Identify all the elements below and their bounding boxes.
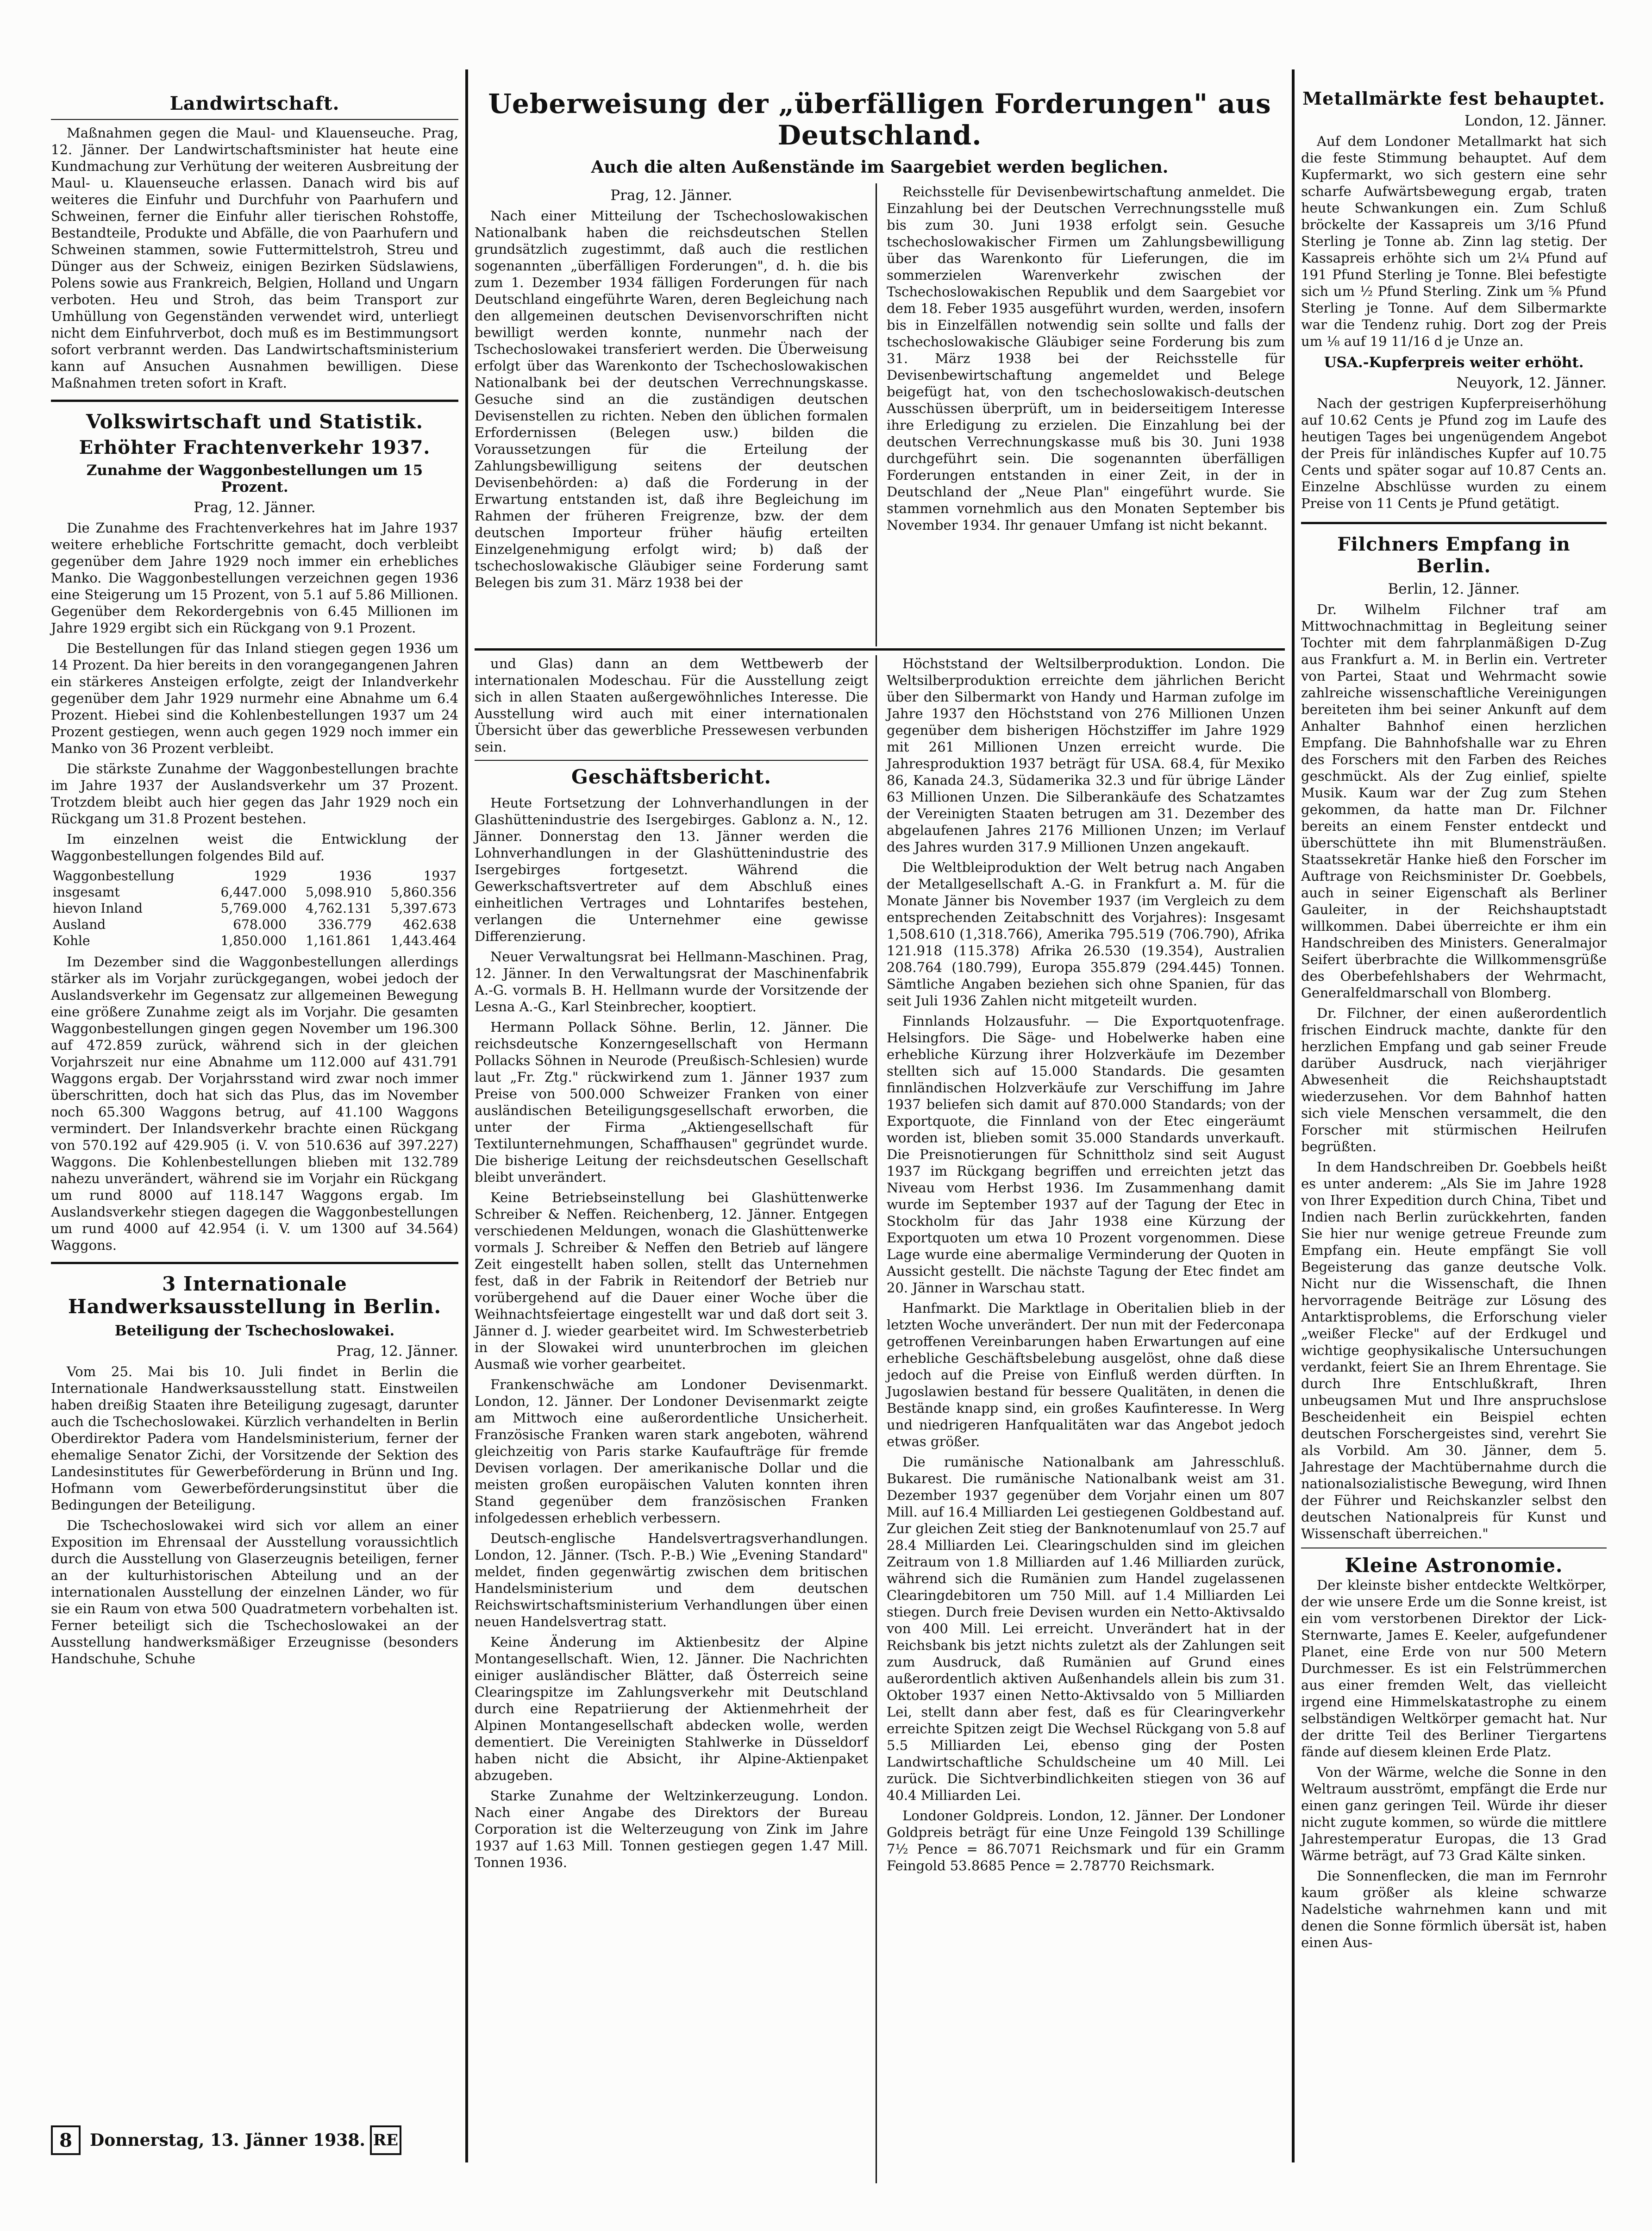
paragraph: Die Bestellungen für das Inland stiegen gegen 1936 um 14 Prozent. Da hier bereits in den vorangegangenen Jahren ein stärkeres Ansteigen erfolgte, zeigt der Inlandverkehr gegenüber dem Jahr 1929 nurmehr eine Abnahme um 6.4 Prozent. Hiebei sind die Kohlenbestellungen 1937 um 24 Prozent gestiegen, wenn auch gegen 1929 noch immer ein Manko von 36 Prozent verbleibt.	[51, 640, 458, 756]
newspaper-page	[51, 69, 1607, 2162]
paragraph: Reichsstelle für Devisenbewirtschaftung anmeldet. Die Einzahlung bei der Deutschen Verrechnungsstelle muß bis zum 30. Juni 1938 erfolgt sein. Gesuche tschechoslowakischer Firmen um Zahlungsbewilligung über das Warenkonto für Lieferungen, die im sommerzielen Warenverkehr zwischen der Tschechoslowakischen Republik und dem Saargebiet vor dem 18. Feber 1935 ausgeführt wurden, werden, insofern bis in Einzelfällen notwendig sein sollte und falls der tschechoslowakische Gläubiger seine Forderung bis zum 31. März 1938 bei der Reichsstelle für Devisenbewirtschaftung angemeldet und Belege beigefügt hat, von den tschechoslowakisch-deutschen Ausschüssen überprüft, um in beiderseitigem Interesse ihre Erledigung zu erzielen. Die Einzahlung bei der deutschen Verrechnungskasse muß bis 30. Juni 1938 durchgeführt sein. Die sogenannten überfälligen Forderungen entstanden in einer Zeit, in der in Deutschland der „Neue Plan" eingeführt wurde. Sie stammen vornehmlich aus den Monaten September bis November 1934. Ihr genauer Umfang ist nicht bekannt.	[887, 184, 1285, 533]
news-item: Keine Änderung im Aktienbesitz der Alpine Montangesellschaft. Wien, 12. Jänner. Die Nachrichten einiger ausländischer Blätter, daß Österreich seine Clearingspitze im Zahlungsverkehr mit Deutschland durch eine Repatriierung der Aktienmehrheit der Alpinen Montangesellschaft abdecken wolle, werden dementiert. Die Vereinigten Stahlwerke in Düsseldorf haben nicht die Absicht, ihr Alpine-Aktienpaket abzugeben.	[475, 1634, 868, 1783]
issue-date: Donnerstag, 13. Jänner 1938.	[90, 2131, 365, 2150]
divider	[475, 760, 868, 761]
table-cell: 6,447.000	[220, 884, 287, 900]
news-item: Keine Betriebseinstellung bei Glashüttenwerke Schreiber & Neffen. Reichenberg, 12. Jänner. Entgegen verschiedenen Meldungen, wonach die Glashüttenwerke vormals J. Schreiber & Neffen den Betrieb auf längere Zeit eingestellt haben sollen, stellt das Unternehmen fest, daß in der Fabrik in Reitendorf der Betrieb nur vorübergehend auf die Dauer einer Woche über die Weihnachtsfeiertage eingestellt war und daß dort seit 3. Jänner d. J. wieder gearbeitet wird. Im Schwesterbetrieb in der Slowakei wird ununterbrochen im gleichen Ausmaß wie vorher gearbeitet.	[475, 1190, 868, 1372]
page-footer	[51, 2125, 458, 2155]
paragraph: Die stärkste Zunahme der Waggonbestellungen brachte im Jahre 1937 der Auslandsverkehr um 37 Prozent. Trotzdem bleibt auch hier gegen das Jahr 1929 noch ein Rückgang um 31.8 Prozent bestehen.	[51, 761, 458, 827]
section-title-volkswirtschaft: Volkswirtschaft und Statistik.	[86, 410, 424, 433]
main-article-left	[475, 183, 868, 595]
news-item: Höchststand der Weltsilberproduktion. London. Die Weltsilberproduktion erreichte dem jährlichen Bericht über den Silbermarkt von Handy und Harman zufolge im Jahre 1937 den Höchststand von 276 Millionen Unzen gegenüber dem bisherigen Höchstziffer im Jahre 1929 mit 261 Millionen Unzen erreicht wurde. Die Jahresproduktion 1937 beträgt für USA. 68.4, für Mexiko 86, Kanada 24.3, Südamerika 32.3 und für übrige Länder 63 Millionen Unzen. Die Silberankäufe des Schatzamtes der Vereinigten Staaten betrugen am 31. Dezember des abgelaufenen Jahres 2176 Millionen Unzen; im Verlauf des Jahres wurden 317.9 Millionen Unzen angekauft.	[887, 656, 1285, 855]
masthead-logo: RE	[370, 2125, 401, 2155]
headline-metallmaerkte: Metallmärkte fest behauptet.	[1302, 88, 1605, 109]
table-row	[51, 900, 458, 916]
paragraph: Die Zunahme des Frachtenverkehres hat im Jahre 1937 weitere erhebliche Fortschritte gemacht, doch verbleibt gegenüber dem Jahre 1929 noch immer ein erhebliches Manko. Die Waggonbestellungen verzeichnen gegen 1936 eine Steigerung um 15 Prozent, von 5.1 auf 5.86 Millionen. Gegenüber dem Rekordergebnis von 6.45 Millionen im Jahre 1929 ergibt sich ein Rückgang von 9.1 Prozent.	[51, 520, 458, 636]
main-article-right	[887, 183, 1285, 537]
news-item: Londoner Goldpreis. London, 12. Jänner. Der Londoner Goldpreis beträgt für eine Unze Feingold 139 Schillinge 7½ Pence = 86.7071 Reichsmark und für ein Gramm Feingold 53.8685 Pence = 2.78770 Reichsmark.	[887, 1808, 1285, 1874]
lower-section	[475, 655, 1285, 2183]
paragraph: Vom 25. Mai bis 10. Juli findet in Berlin die Internationale Handwerksausstellung statt. Einstweilen haben dreißig Staaten ihre Beteiligung zugesagt, darunter auch die Tschechoslowakei. Kürzlich verhandelten in Berlin Oberdirektor Padera vom Handelsministerium, ferner der ehemalige Senator Zichi, der Vorsitzende der Sektion des Landesinstitutes für Gewerbeförderung in Brünn und Ing. Hofmann vom Gewerbeförderungsinstitut über die Bedingungen der Beteiligung.	[51, 1364, 458, 1513]
news-item: Deutsch-englische Handelsvertragsverhandlungen. London, 12. Jänner. (Tsch. P.-B.) Wie „Evening Standard" meldet, finden gegenwärtig zwischen dem britischen Handelsministerium und dem deutschen Reichswirtschaftsministerium Verhandlungen über einen neuen Handelsvertrag statt.	[475, 1530, 868, 1629]
table-cell: 5,098.910	[306, 884, 372, 900]
news-item: Hermann Pollack Söhne. Berlin, 12. Jänner. Die reichsdeutsche Konzerngesellschaft von Hermann Pollacks Söhnen in Neurode (Preußisch-Schlesien) wurde laut „Fr. Ztg." rückwirkend zum 1. Jänner 1937 zum Preise von 500.000 Schweizer Franken von einer ausländischen Beteiligungsgesellschaft erworben, die unter der Firma „Aktiengesellschaft für Textilunternehmungen, Schaffhausen" gegründet wurde. Die bisherige Leitung der reichsdeutschen Gesellschaft bleibt unverändert.	[475, 1019, 868, 1185]
table-header-cell: Waggonbestellung	[53, 868, 175, 884]
table-header-cell: 1929	[253, 868, 287, 884]
paragraph: Im einzelnen weist die Entwicklung der Waggonbestellungen folgendes Bild auf.	[51, 831, 458, 864]
paragraph: In dem Handschreiben Dr. Goebbels heißt es unter anderem: „Als Sie im Jahre 1928 von Ihrer Expedition durch China, Tibet und Indien nach Berlin zurückkehrten, fanden Sie hier nur wenige getreue Freunde zum Empfang ein. Heute empfängt Sie voll Begeisterung das ganze deutsche Volk. Nicht nur die Wissenschaft, die Ihnen hervorragende Beiträge zur Lösung des Antarktisproblems, die Erforschung vieler „weißer Flecke" auf der Erdkugel und wichtige geophysikalische Untersuchungen verdankt, feiert Sie an Ihrem Ehrentage. Sie durch Ihre Entschlußkraft, Ihren unbeugsamen Mut und Ihre anspruchslose Bescheidenheit ein Beispiel echten deutschen Forschergeistes sind, verehrt Sie als Vorbild. Am 30. Jänner, dem 5. Jahrestage der Machtübernahme durch die nationalsozialistische Bewegung, wird Ihnen der Führer und Reichskanzler selbst den deutschen Nationalpreis für Kunst und Wissenschaft überreichen."	[1301, 1159, 1607, 1542]
table-header-cell: 1936	[338, 868, 372, 884]
table-cell: insgesamt	[53, 884, 120, 900]
headline-astronomie: Kleine Astronomie.	[1345, 1554, 1563, 1577]
table-row	[51, 933, 458, 949]
column-3	[1301, 69, 1607, 1955]
table-cell: 1,443.464	[390, 933, 457, 948]
dateline: London, 12. Jänner.	[1464, 113, 1607, 129]
paragraph: und Glas) dann an dem Wettbewerb der internationalen Modeschau. Für die Ausstellung zeigt sich in allen Staaten außergewöhnliches Interesse. Die Ausstellung wird auch mit einer internationalen Übersicht über das gewerbliche Pressewesen verbunden sein.	[475, 656, 868, 755]
news-item: Die Weltbleiproduktion der Welt betrug nach Angaben der Metallgesellschaft A.-G. in Frankfurt a. M. für die Monate Jänner bis November 1937 (im Vergleich zu dem entsprechenden Zeitabschnitt des Vorjahres): Insgesamt 1,508.610 (1,318.766), Amerika 795.519 (706.790), Afrika 121.918 (115.378) Afrika 26.530 (19.354), Australien 208.764 (180.799), Europa 355.879 (294.445) Tonnen. Sämtliche Angaben beziehen sich ohne Spanien, für das seit Juli 1936 Zahlen nicht mitgeteilt wurden.	[887, 859, 1285, 1009]
lower-left	[475, 655, 868, 1874]
headline-filchner: Filchners Empfang in Berlin.	[1337, 533, 1571, 577]
divider	[51, 1262, 458, 1264]
dateline: Berlin, 12. Jänner.	[1388, 581, 1520, 597]
divider	[51, 400, 458, 402]
inner-rule	[876, 183, 877, 646]
table-header-cell: 1937	[423, 868, 457, 884]
paragraph: Nach der gestrigen Kupferpreiserhöhung auf 10.62 Cents je Pfund zog im Laufe des heutigen Tages bei ungenügendem Angebot der Preis für inländisches Kupfer auf 10.75 Cents und später sogar auf 10.87 Cents an. Einzelne Abschlüsse wurden zu einem Preise von 11 Cents je Pfund getätigt.	[1301, 395, 1607, 511]
headline-handwerksausstellung: 3 Internationale Handwerksausstellung in Berlin.	[68, 1272, 442, 1318]
main-headline: Ueberweisung der „überfälligen Forderungen" aus Deutschland.	[488, 88, 1271, 151]
paragraph: Nach einer Mitteilung der Tschechoslowakischen Nationalbank haben die reichsdeutschen Stellen grundsätzlich zugestimmt, daß auch die restlichen sogenannten „überfälligen Forderungen", d. h. die bis zum 1. Dezember 1934 fälligen Forderungen für nach Deutschland eingeführte Waren, deren Begleichung nach den allgemeinen deutschen Devisenvorschriften nicht bewilligt werden konnte, nunmehr nach der Tschechoslowakei transferiert werden. Die Überweisung erfolgt über das Warenkonto der Tschechoslowakischen Nationalbank bei der deutschen Verrechnungskasse. Gesuche sind an die zuständigen deutschen Devisenstellen zu richten. Neben den üblichen formalen Erfordernissen (Belegen usw.) bilden die Voraussetzungen für die Erteilung der Zahlungsbewilligung seitens der deutschen Devisenbehörden: a) daß die Forderung in der Erwartung entstanden ist, daß ihre Begleichung im Rahmen der früheren Freigrenze, bzw. der dem deutschen Importeur früher häufig erteilten Einzelgenehmigung erfolgt wird; b) daß der tschechoslowakische Gläubiger seine Forderung samt Belegen bis zum 31. März 1938 bei der	[475, 208, 868, 590]
paragraph: Dr. Wilhelm Filchner traf am Mittwochnachmittag in Begleitung seiner Tochter mit dem fahrplanmäßigen D-Zug aus Frankfurt a. M. in Berlin ein. Vertreter von Partei, Staat und Wehrmacht sowie zahlreiche wissenschaftliche Vereinigungen bereiteten ihm bei seiner Ankunft auf dem Anhalter Bahnhof einen herzlichen Empfang. Die Bahnhofshalle war zu Ehren des Forschers mit den Farben des Reiches geschmückt. Als der Zug einlief, spielte Musik. Kaum war der Zug zum Stehen gekommen, da hatte man Dr. Filchner bereits an einem Fenster entdeckt und überschüttete ihn mit Blumensträußen. Staatssekretär Hanke hieß den Forscher im Auftrage von Reichsminister Dr. Goebbels, auch in seiner Eigenschaft als Berliner Gauleiter, in der Reichshauptstadt willkommen. Dabei überreichte er ihm ein Handschreiben des Ministers. Generalmajor Seifert überbrachte die Willkommensgrüße des Oberbefehlshabers der Wehrmacht, Generalfeldmarschall von Blomberg.	[1301, 602, 1607, 1001]
table-cell: 5,860.356	[390, 884, 457, 900]
subheadline-waggon: Zunahme der Waggonbestellungen um 15 Prozent.	[86, 462, 423, 495]
paragraph: Auf dem Londoner Metallmarkt hat sich die feste Stimmung behauptet. Auf dem Kupfermarkt, wo sich gestern eine sehr scharfe Aufwärtsbewegung ergab, traten heute Schwankungen ein. Zum Schluß bröckelte der Kassapreis um 3/16 Pfund Sterling je Tonne ab. Zinn lag stetig. Der Kassapreis erhöhte sich um 2¼ Pfund auf 191 Pfund Sterling je Tonne. Blei befestigte sich um ½ Pfund Sterling. Zink um ⅝ Pfund Sterling je Tonne. Auf dem Silbermarkte war die Tendenz ruhig. Dort zog der Preis um ⅛ auf 19 11/16 d je Unze an.	[1301, 133, 1607, 349]
table-cell: 462.638	[403, 917, 457, 932]
table-row	[51, 884, 458, 900]
dateline: Prag, 12. Jänner.	[336, 1343, 458, 1360]
table-cell: 4,762.131	[306, 901, 372, 916]
table-cell: 1,850.000	[220, 933, 287, 948]
table-cell: 336.779	[318, 917, 372, 932]
table-cell: Kohle	[53, 933, 90, 948]
section-title-geschaeftsbericht: Geschäftsbericht.	[571, 765, 771, 788]
main-subheadline: Auch die alten Außenstände im Saargebiet werden beglichen.	[591, 157, 1169, 177]
page-number: 8	[51, 2125, 81, 2155]
divider	[475, 648, 1285, 651]
dateline: Prag, 12. Jänner.	[194, 499, 316, 516]
table-cell: 5,769.000	[220, 901, 287, 916]
column-rule-right	[1292, 69, 1295, 2162]
news-item: Hanfmarkt. Die Marktlage in Oberitalien blieb in der letzten Woche unverändert. Der nun mit der Federconapa getroffenen Vereinbarungen haben Erwartungen auf eine erhebliche Geschäftsbelebung ausgelöst, ohne daß diese jedoch auf die Preise von Einfluß werden dürften. In Jugoslawien bestand für bessere Qualitäten, in denen die Bestände knapp sind, ein großes Kaufinteresse. In Werg und niedrigeren Hanfqualitäten war das Angebot jedoch etwas größer.	[887, 1300, 1285, 1449]
paragraph: Die Sonnenflecken, die man im Fernrohr kaum größer als kleine schwarze Nadelstiche wahrnehmen kann und mit denen die Sonne förmlich übersät ist, haben einen Aus-	[1301, 1868, 1607, 1950]
dateline: Prag, 12. Jänner.	[610, 187, 732, 204]
table-cell: Ausland	[53, 917, 106, 932]
news-item: Frankenschwäche am Londoner Devisenmarkt. London, 12. Jänner. Der Londoner Devisenmarkt zeigte am Mittwoch eine außerordentliche Unsicherheit. Französische Franken waren stark angeboten, während gleichzeitig von Paris starke Kaufaufträge für fremde Devisen vorlagen. Der amerikanische Dollar und die meisten großen europäischen Valuten konnten ihren Stand gegenüber dem französischen Franken infolgedessen erheblich verbessern.	[475, 1377, 868, 1526]
headline-usa-kupfer: USA.-Kupferpreis weiter erhöht.	[1324, 354, 1584, 371]
table-header-row	[51, 868, 458, 884]
dateline: Neuyork, 12. Jänner.	[1456, 375, 1607, 391]
table-cell: 5,397.673	[390, 901, 457, 916]
column-1	[51, 69, 458, 1671]
table-row	[51, 916, 458, 933]
table-cell: hievon Inland	[53, 901, 143, 916]
paragraph: Von der Wärme, welche die Sonne in den Weltraum ausströmt, empfängt die Erde nur einen ganz geringen Teil. Würde ihr dieser nicht zugute kommen, so würde die mittlere Jahrestemperatur Europas, die 13 Grad Wärme beträgt, auf 73 Grad Kälte sinken.	[1301, 1764, 1607, 1863]
section-title-landwirtschaft: Landwirtschaft.	[169, 93, 340, 114]
article-landwirtschaft: Maßnahmen gegen die Maul- und Klauenseuche. Prag, 12. Jänner. Der Landwirtschaftsminister hat heute eine Kundmachung zur Verhütung der weiteren Ausbreitung der Maul- u. Klauenseuche erlassen. Danach wird bis auf weiteres die Einfuhr und Durchfuhr von Paarhufern und Schweinen, ferner die Einfuhr aller tierischen Rohstoffe, Bestandteile, Produkte und Abfälle, die von Paarhufern und Schweinen stammen, sowie Futtermittelstroh, Streu und Dünger aus der Schweiz, einigen Bezirken Südslawiens, Polens sowie aus Frankreich, Belgien, Holland und Ungarn verboten. Heu und Stroh, das beim Transport zur Umhüllung von Gegenständen verwendet wird, unterliegt nicht dem Einfuhrverbot, doch muß es im Bestimmungsort sofort verbrannt werden. Das Landwirtschaftsministerium kann auf Ansuchen Ausnahmen bewilligen. Diese Maßnahmen treten sofort in Kraft.	[51, 125, 458, 391]
paragraph: Dr. Filchner, der einen außerordentlich frischen Eindruck machte, dankte für den herzlichen Empfang und gab seiner Freude darüber Ausdruck, nach vierjähriger Abwesenheit die Reichshauptstadt wiederzusehen. Vor dem Bahnhof hatten sich viele Menschen versammelt, die den Forscher mit stürmischen Heilrufen begrüßten.	[1301, 1005, 1607, 1154]
main-article	[475, 183, 1285, 646]
waggon-table	[51, 868, 458, 949]
inner-rule	[876, 655, 877, 2183]
paragraph: Der kleinste bisher entdeckte Weltkörper, der wie unsere Erde um die Sonne kreist, ist ein vom verstorbenen Direktor der Lick-Sternwarte, James E. Keeler, aufgefundener Planet, eine Erde von nur 500 Metern Durchmesser. Es ist ein Felstrümmerchen aus einer fremden Welt, das vielleicht irgend eine Himmelskatastrophe zu einem selbständigen Weltkörper gemacht hat. Nur der dritte Teil des Berliner Tiergartens fände auf diesem kleinen Erde Platz.	[1301, 1577, 1607, 1760]
paragraph: Die Tschechoslowakei wird sich vor allem an einer Exposition im Ehrensaal der Ausstellung voraussichtlich durch die Ausstellung von Glaserzeugnis beteiligen, ferner an der kulturhistorischen Abteilung und an der internationalen Ausstellung der einzelnen Länder, wo für sie ein Raum von etwa 500 Quadratmetern vorbehalten ist. Ferner beteiligt sich die Tschechoslowakei an der Ausstellung handwerksmäßiger Erzeugnisse (besonders Handschuhe, Schuhe	[51, 1517, 458, 1667]
news-item: Heute Fortsetzung der Lohnverhandlungen in der Glashüttenindustrie des Isergebirges. Gablonz a. N., 12. Jänner. Donnerstag den 13. Jänner werden die Lohnverhandlungen in der Glashüttenindustrie des Isergebirges fortgesetzt. Während die Gewerkschaftsvertreter auf dem Abschluß eines einheitlichen Vertrages und Lohntarifes bestehen, verlangen die Unternehmer eine gewisse Differenzierung.	[475, 795, 868, 944]
metall-box	[1301, 88, 1607, 524]
news-item: Die rumänische Nationalbank am Jahresschluß. Bukarest. Die rumänische Nationalbank weist am 31. Dezember 1937 gegenüber dem Vorjahr einen um 807 Mill. auf 16.4 Milliarden Lei gestiegenen Goldbestand auf. Zur gleichen Zeit stieg der Banknotenumlauf von 25.7 auf 28.4 Milliarden Lei. Clearingschulden sind im gleichen Zeitraum von 1.8 Milliarden auf 1.46 Milliarden zurück, während sich die Rumänien zum Handel zugelassenen Clearingdebitoren um 750 Mill. auf 1.4 Milliarden Lei stiegen. Durch freie Devisen wurden ein Netto-Aktivsaldo von 400 Mill. Lei erreicht. Unverändert hat in der Reichsbank bis jetzt nichts zuletzt als der Zahlungen seit zum Ausdruck, daß Rumänien auf Grund eines außerordentlich aktiven Außenhandels allein bis zum 31. Oktober 1937 einen Netto-Aktivsaldo von 5 Milliarden Lei, stellt dann aber fest, daß es für Clearingverkehr erreichte Spitzen zeigt Die Wechsel Rückgang von 5.8 auf 5.5 Milliarden Lei, ebenso ging der Posten Landwirtschaftliche Schuldscheine um 40 Mill. Lei zurück. Die Sichtverbindlichkeiten stiegen von 36 auf 40.4 Milliarden Lei.	[887, 1454, 1285, 1803]
news-item: Finnlands Holzausfuhr. — Die Exportquotenfrage. Helsingfors. Die Säge- und Hobelwerke haben eine erhebliche Kürzung ihrer Holzverkäufe im Dezember stellten sich auf 15.000 Standards. Die gesamten finnländischen Holzverkäufe zur Verschiffung im Jahre 1937 beliefen sich damit auf 870.000 Standards; von der Exportquote, die Finnland von der Etec eingeräumt worden ist, blieben somit 35.000 Standards unverkauft. Die Preisnotierungen für Schnittholz sind seit August 1937 im Rückgang begriffen und erreichten jetzt das Niveau vom Herbst 1936. Im Zusammenhang damit wurde im September 1937 auf der Tagung der Etec in Stockholm für das Jahr 1938 eine Kürzung der Exportquoten um etwa 10 Prozent vorgenommen. Diese Lage wurde eine abermalige Verminderung der Quoten in Aussicht gestellt. Die nächste Tagung der Etec findet am 20. Jänner in Warschau statt.	[887, 1013, 1285, 1296]
news-item: Neuer Verwaltungsrat bei Hellmann-Maschinen. Prag, 12. Jänner. In den Verwaltungsrat der Maschinenfabrik A.-G. vormals B. H. Hellmann wurde der Vorsitzende der Lesna A.-G., Karl Steinbrecher, kooptiert.	[475, 949, 868, 1015]
table-cell: 678.000	[233, 917, 287, 932]
paragraph: Im Dezember sind die Waggonbestellungen allerdings stärker als im Vorjahr zurückgegangen, wobei jedoch der Auslandsverkehr im Gegensatz zur allgemeinen Bewegung eine größere Zunahme zeigt als im Vorjahr. Die gesamten Waggonbestellungen gingen gegen November um 196.300 auf 472.859 zurück, während sich in der gleichen Vorjahrszeit nur eine Abnahme um 112.000 auf 431.791 Waggons ergab. Der Vorjahrsstand wird zwar noch immer überschritten, doch hat sich das Plus, das im November noch 65.300 Waggons betrug, auf 41.100 Waggons vermindert. Der Inlandsverkehr brachte einen Rückgang von 570.192 auf 429.905 (i. V. von 510.636 auf 397.227) Waggons. Die Kohlenbestellungen blieben mit 132.789 nahezu unverändert, während sie im Vorjahr ein Rückgang um rund 8000 auf 118.147 Waggons ergab. Im Auslandsverkehr stiegen dagegen die Waggonbestellungen um rund 4000 auf 42.954 (i. V. um 1300 auf 34.564) Waggons.	[51, 954, 458, 1253]
lower-right	[887, 655, 1285, 1878]
subheadline-beteiligung: Beteiligung der Tschechoslowakei.	[114, 1322, 395, 1339]
column-2	[475, 69, 1285, 2183]
divider	[51, 119, 458, 120]
news-item: Starke Zunahme der Weltzinkerzeugung. London. Nach einer Angabe des Direktors der Bureau Corporation ist die Welterzeugung von Zink im Jahre 1937 auf 1.63 Mill. Tonnen gestiegen gegen 1.47 Mill. Tonnen 1936.	[475, 1788, 868, 1870]
headline-frachtenverkehr: Erhöhter Frachtenverkehr 1937.	[79, 437, 431, 458]
column-rule-left	[465, 69, 468, 2162]
table-cell: 1,161.861	[306, 933, 372, 948]
